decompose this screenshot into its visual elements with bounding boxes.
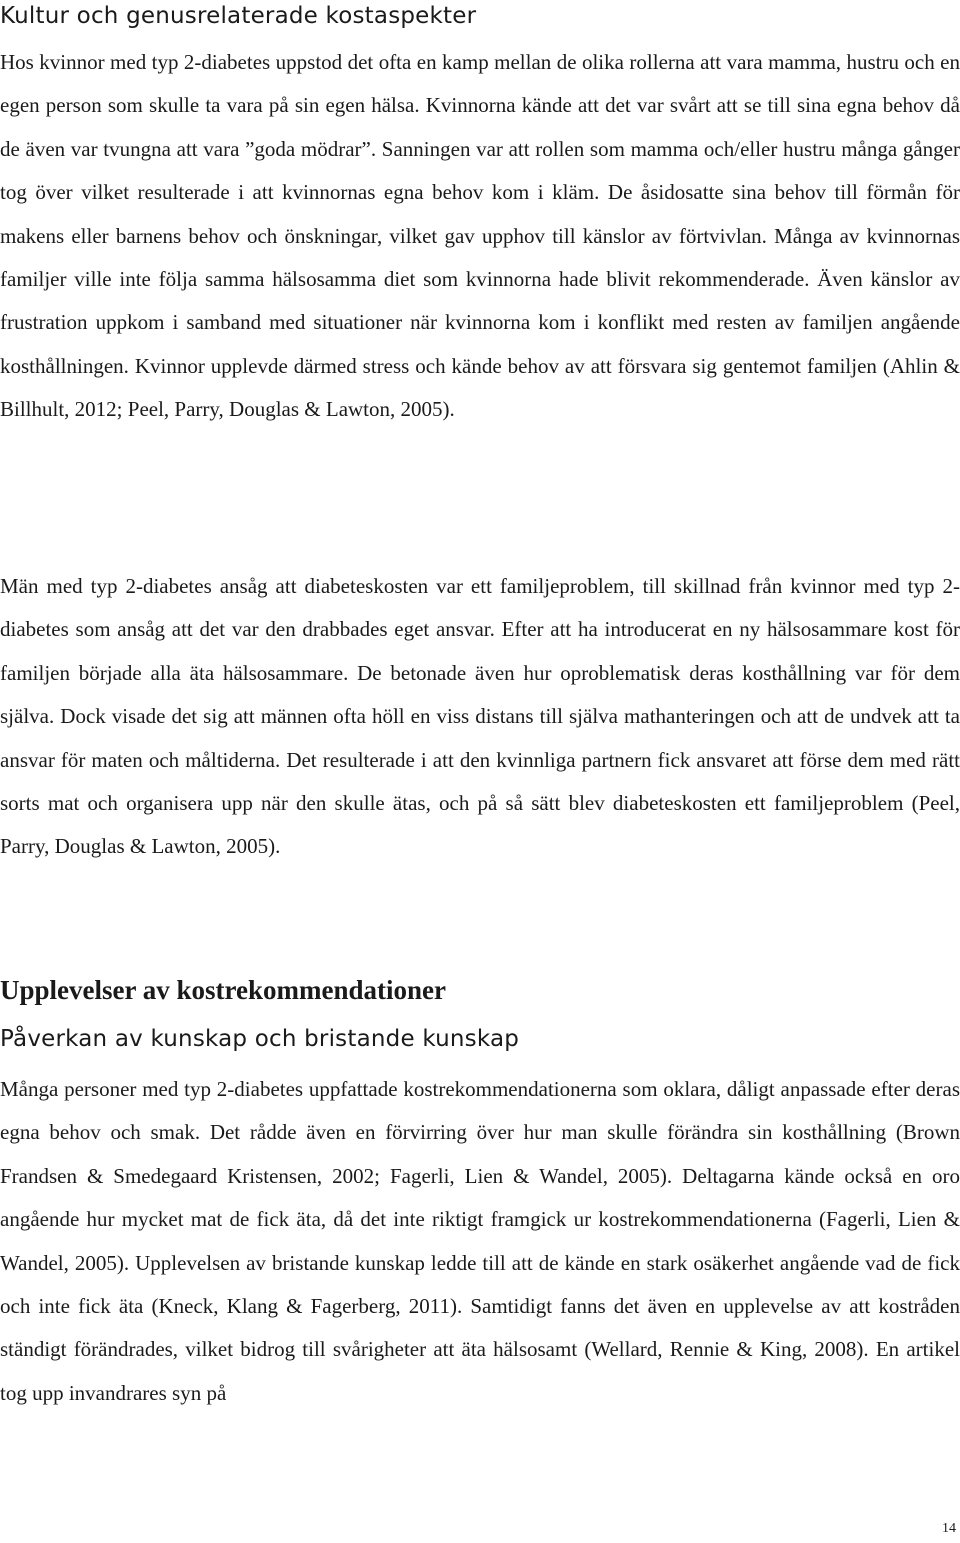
chapter-heading-upplevelser: Upplevelser av kostrekommendationer (0, 975, 446, 1005)
paragraph-kunskap: Många personer med typ 2-diabetes uppfattade kostrekommendationerna som oklara, dåligt anpassade efter deras egna behov och smak. Det rådde även en förvirring över hur man skulle förändra sin kosthållning (Brown Frandsen & Smedegaard Kristensen, 2002; Fagerli, Lien & Wandel, 2005). Deltagarna kände också en oro angående hur mycket mat de fick äta, då det inte riktigt framgick ur kostrekommendationerna (Fagerli, Lien & Wandel, 2005). Upplevelsen av bristande kunskap ledde till att de kände en stark osäkerhet angående vad de fick och inte fick äta (Kneck, Klang & Fagerberg, 2011). Samtidigt fanns det även en upplevelse av att kostråden ständigt förändrades, vilket bidrog till svårigheter att äta hälsosamt (Wellard, Rennie & King, 2008). En artikel tog upp invandrares syn på (0, 1077, 960, 1405)
subsection-heading-paverkan: Påverkan av kunskap och bristande kunskap (0, 1026, 520, 1052)
paragraph-man-familjeproblem: Män med typ 2-diabetes ansåg att diabeteskosten var ett familjeproblem, till skillnad från kvinnor med typ 2-diabetes som ansåg att det var den drabbades eget ansvar. Efter att ha introducerat en ny hälsosammare kost för familjen började alla äta hälsosammare. De betonade även hur oproblematisk deras kosthållning var för dem själva. Dock visade det sig att männen ofta höll en viss distans till själva mathanteringen och att de undvek att ta ansvar för maten och måltiderna. Det resulterade i att den kvinnliga partnern fick ansvaret att förse dem med rätt sorts mat och organisera upp när den skulle ätas, och på så sätt blev diabeteskosten ett familjeproblem (Peel, Parry, Douglas & Lawton, 2005). (0, 574, 960, 859)
section-heading-kultur: Kultur och genusrelaterade kostaspekter (0, 3, 477, 29)
paragraph-kvinnor-roller: Hos kvinnor med typ 2-diabetes uppstod det ofta en kamp mellan de olika rollerna att vara mamma, hustru och en egen person som skulle ta vara på sin egen hälsa. Kvinnorna kände att det var svårt att se till sina egna behov då de även var tvungna att vara ”goda mödrar”. Sanningen var att rollen som mamma och/eller hustru många gånger tog över vilket resulterade i att kvinnornas egna behov kom i kläm. De åsidosatte sina behov till förmån för makens eller barnens behov och önskningar, vilket gav upphov till känslor av förtvivlan. Många av kvinnornas familjer ville inte följa samma hälsosamma diet som kvinnorna hade blivit rekommenderade. Även känslor av frustration uppkom i samband med situationer när kvinnorna kom i konflikt med resten av familjen angående kosthållningen. Kvinnor upplevde därmed stress och kände behov av att försvara sig gentemot familjen (Ahlin & Billhult, 2012; Peel, Parry, Douglas & Lawton, 2005). (0, 50, 960, 422)
page-number: 14 (942, 1521, 956, 1536)
